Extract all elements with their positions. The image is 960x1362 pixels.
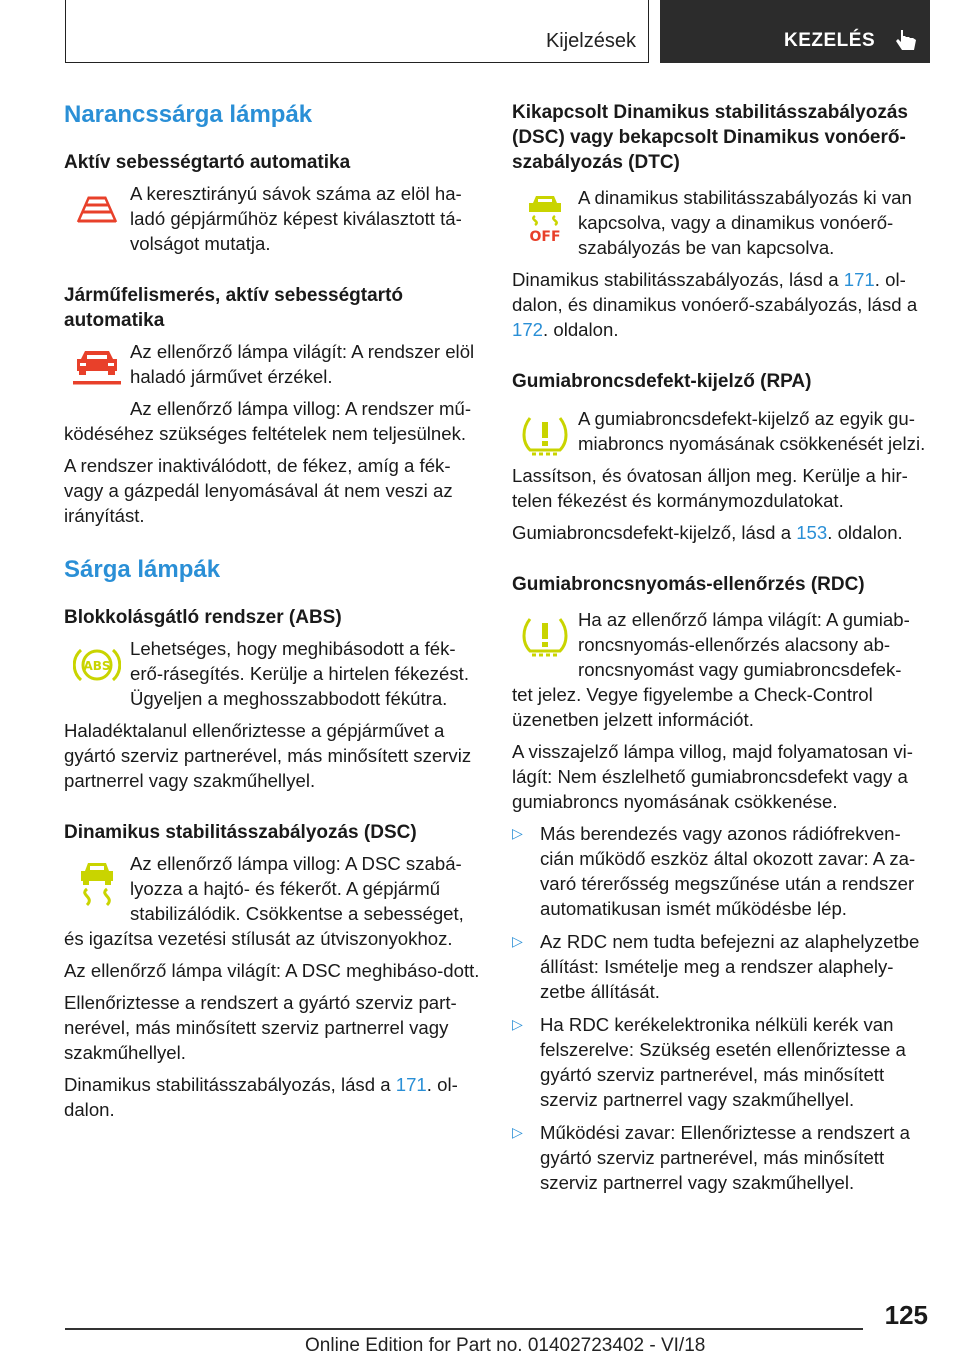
heading-acc: Aktív sebességtartó automatika — [64, 152, 351, 173]
page-header — [65, 0, 930, 65]
header-frame — [65, 0, 649, 63]
vehicle-block — [64, 339, 482, 421]
rdc-text-b: tet jelez. Vegye figyelembe a Check-Control üzenetben jelzett információt. — [512, 684, 873, 730]
tire-pressure-icon — [512, 607, 578, 682]
rdc-text-2: A visszajelző lámpa villog, majd folyamatosan vi‐lágít: Nem észlelhető gumiabroncsdefekt vagy a gumiabroncs nyomásának csökkenése. — [512, 741, 913, 812]
page-link-171[interactable]: 171 — [843, 269, 875, 290]
heading-rdc: Gumiabroncsnyomás-ellenőrzés (RDC) — [512, 574, 865, 595]
footer-divider — [65, 1328, 863, 1330]
heading-yellow-lamps: Sárga lámpák — [64, 556, 221, 583]
header-subtitle: Kijelzések — [545, 30, 636, 52]
car-detected-icon — [64, 339, 130, 421]
header-section-title: KEZELÉS — [784, 30, 876, 51]
triangle-bullet-icon: ▷ — [512, 825, 523, 841]
page-link-153[interactable]: 153 — [796, 522, 828, 543]
vehicle-text-1: Az ellenőrző lámpa világít: A rendszer elöl haladó járművet érzékel. — [130, 341, 475, 387]
pointing-hand-icon — [892, 28, 920, 54]
heading-dsc-off: Kikapcsolt Dinamikus stabilitásszabályozás (DSC) vagy bekapcsolt Dinamikus vonóerő-szabályozás (DTC) — [512, 102, 908, 173]
page-link-171[interactable]: 171 — [395, 1074, 427, 1095]
dsc-off-reference: Dinamikus stabilitásszabályozás, lásd a 171. ol‐dalon, és dinamikus vonóerő-szabályozás, lásd a 172. oldalon. — [512, 269, 918, 340]
page-number: 125 — [884, 1300, 928, 1330]
dsc-text-2: Az ellenőrző lámpa világít: A DSC meghibáso‐dott. — [64, 960, 480, 981]
header-section-tab — [660, 0, 930, 63]
lane-distance-icon — [64, 181, 130, 263]
list-item: ▷ Ha RDC kerékelektronika nélküli kerék van felszerelve: Szükség esetén ellenőriztesse a gyártó szerviz partnerével, más minősített szerviz partnerrel vagy szakműhellyel. — [512, 1014, 906, 1110]
list-item: ▷ Más berendezés vagy azonos rádiófrekven‐cián működő eszköz által okozott zavar: A za‐varó térerősség megszűnése után a rendszer automatikusan ismét működésbe lép. — [512, 823, 916, 919]
abs-warning-icon — [64, 636, 130, 718]
rdc-block — [512, 607, 930, 682]
dsc-text-b: és igazítsa vezetési stílusát az útviszonyokhoz. — [64, 928, 453, 949]
heading-vehicle-detection: Járműfelismerés, aktív sebességtartó automatika — [64, 285, 404, 331]
list-item: ▷ Működési zavar: Ellenőriztesse a rendszert a gyártó szerviz partnerével, más minősített szerviz partnerrel vagy szakműhellyel. — [512, 1122, 910, 1193]
heading-orange-lamps: Narancssárga lámpák — [64, 101, 313, 128]
heading-abs: Blokkolásgátló rendszer (ABS) — [64, 607, 342, 628]
page-link-172[interactable]: 172 — [512, 319, 544, 340]
dsc-text-a: Az ellenőrző lámpa villog: A DSC szabá‐lyozza a hajtó- és fékerőt. A gépjármű stabilizálódik. Csökkentse a sebességet, — [130, 853, 464, 924]
dsc-text-3: Ellenőriztesse a rendszert a gyártó szerviz part‐nerével, más minősített szerviz partnerrel vagy szakműhellyel. — [64, 992, 457, 1063]
dsc-off-icon — [512, 185, 578, 267]
heading-rpa: Gumiabroncsdefekt-kijelző (RPA) — [512, 371, 812, 392]
svg-text:OFF: OFF — [529, 229, 561, 243]
right-column — [512, 100, 930, 1203]
vehicle-text-2a: Az ellenőrző lámpa villog: A rendszer mű‐ — [130, 398, 472, 419]
left-column — [64, 100, 482, 1129]
svg-text:ABS: ABS — [83, 659, 111, 673]
dsc-off-block — [512, 185, 930, 267]
dsc-block — [64, 851, 482, 926]
acc-text: A keresztirányú sávok száma az elöl ha‐ladó gépjárműhöz képest kiválasztott tá‐volságot mutatja. — [130, 183, 462, 254]
vehicle-text-3: A rendszer inaktiválódott, de fékez, amíg a fék‐vagy a gázpedál lenyomásával át nem veszi az irányítást. — [64, 455, 453, 526]
dsc-skid-icon — [64, 851, 130, 926]
heading-dsc: Dinamikus stabilitásszabályozás (DSC) — [64, 822, 417, 843]
tire-warning-icon — [512, 406, 578, 463]
rpa-block — [512, 406, 930, 463]
edition-footer: Online Edition for Part no. 01402723402 - VI/18 — [305, 1335, 706, 1356]
rpa-text-2: Lassítson, és óvatosan álljon meg. Kerülje a hir‐telen fékezést és kormánymozdulatokat. — [512, 465, 908, 511]
triangle-bullet-icon: ▷ — [512, 1124, 523, 1140]
acc-block — [64, 181, 482, 263]
dsc-reference: Dinamikus stabilitásszabályozás, lásd a 171. ol‐dalon. — [64, 1074, 458, 1120]
abs-text-2: Haladéktalanul ellenőriztesse a gépjárművet a gyártó szerviz partnerével, más minősített szerviz partnerrel vagy szakműhellyel. — [64, 720, 472, 791]
triangle-bullet-icon: ▷ — [512, 933, 523, 949]
dsc-off-text: A dinamikus stabilitásszabályozás ki van kapcsolva, vagy a dinamikus vonóerő-szabályozás be van kapcsolva. — [578, 187, 912, 258]
rpa-reference: Gumiabroncsdefekt-kijelző, lásd a 153. oldalon. — [512, 522, 903, 543]
abs-text: Lehetséges, hogy meghibásodott a fék‐erő-rásegítés. Kerülje a hirtelen fékezést. Ügyeljen a meghosszabbodott fékútra. — [130, 638, 469, 709]
rpa-text: A gumiabroncsdefekt-kijelző az egyik gu‐miabroncs nyomásának csökkenését jelzi. — [578, 408, 926, 454]
rdc-text-a: Ha az ellenőrző lámpa világít: A gumiab‐roncsnyomás-ellenőrzés alacsony ab‐roncsnyomást vagy gumiabroncsdefek‐ — [578, 609, 910, 680]
abs-block — [64, 636, 482, 718]
triangle-bullet-icon: ▷ — [512, 1016, 523, 1032]
list-item: ▷ Az RDC nem tudta befejezni az alaphelyzetbe állítást: Ismételje meg a rendszer alaphely‐zetbe állítását. — [512, 931, 920, 1002]
vehicle-text-2b: ködéséhez szükséges feltételek nem teljesülnek. — [64, 423, 467, 444]
